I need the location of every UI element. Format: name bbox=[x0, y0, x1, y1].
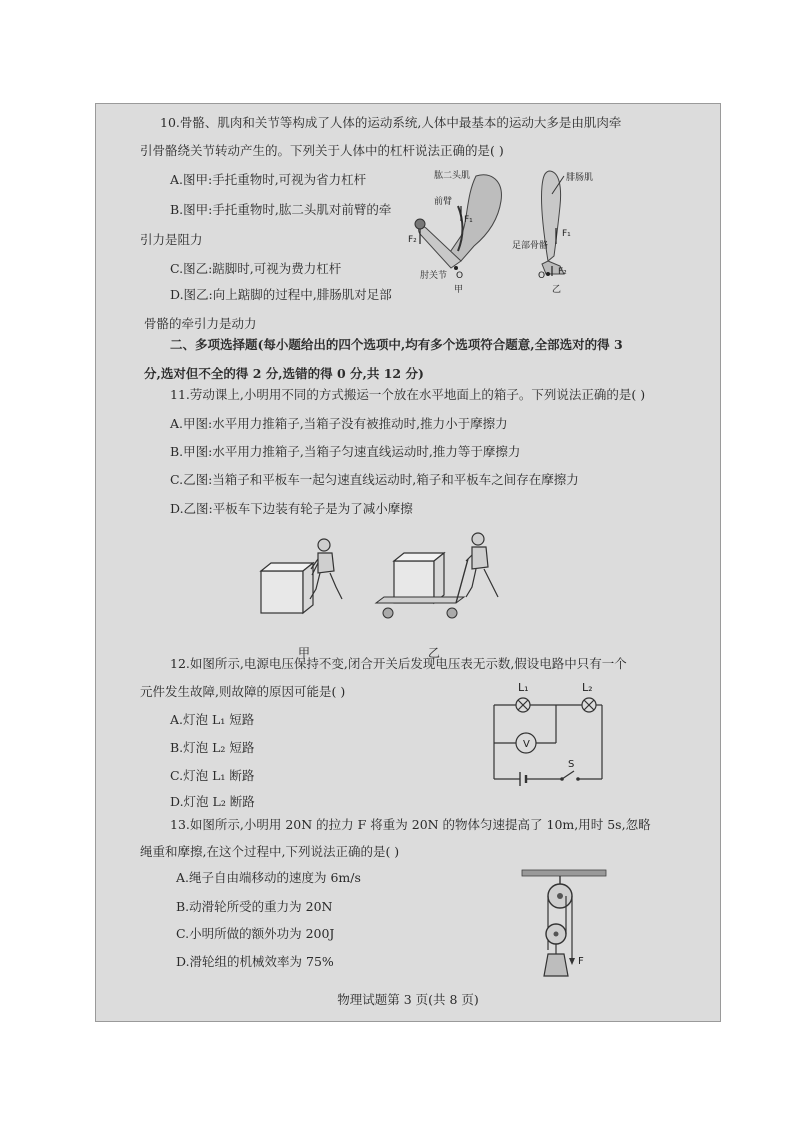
label-gastrocnemius: 腓肠肌 bbox=[566, 173, 594, 183]
q13-option-a: A.绳子自由端移动的速度为 6m/s bbox=[176, 870, 361, 885]
label-o-left: O bbox=[456, 271, 464, 281]
q12-stem-line1: 12.如图所示,电源电压保持不变,闭合开关后发现电压表无示数,假设电路中只有一个 bbox=[170, 656, 627, 671]
label-jia-fig10: 甲 bbox=[454, 285, 464, 295]
exam-page bbox=[95, 103, 721, 1022]
label-f2-right: F₂ bbox=[558, 267, 567, 277]
q11-stem: 11.劳动课上,小明用不同的方式搬运一个放在水平地面上的箱子。下列说法正确的是( ) bbox=[170, 387, 646, 402]
box-push-figure bbox=[256, 529, 516, 634]
q10-stem-line2: 引骨骼绕关节转动产生的。下列关于人体中的杠杆说法正确的是( ) bbox=[140, 143, 504, 158]
page-footer: 物理试题第 3 页(共 8 页) bbox=[337, 992, 479, 1007]
circuit-figure bbox=[492, 679, 607, 784]
q11-caption-jia: 甲 bbox=[298, 646, 311, 660]
q11-caption-yi: 乙 bbox=[428, 646, 441, 660]
q12-option-c: C.灯泡 L₁ 断路 bbox=[170, 768, 255, 783]
q10-option-b-line1: B.图甲:手托重物时,肱二头肌对前臂的牵 bbox=[170, 202, 392, 217]
q10-option-c: C.图乙:踮脚时,可视为费力杠杆 bbox=[170, 261, 342, 276]
q10-stem-line1: 10.骨骼、肌肉和关节等构成了人体的运动系统,人体中最基本的运动大多是由肌肉牵 bbox=[160, 115, 622, 130]
label-o-right: O bbox=[538, 271, 546, 281]
label-l2: L₂ bbox=[582, 681, 593, 694]
label-yi-fig10: 乙 bbox=[552, 285, 562, 295]
q13-option-c: C.小明所做的额外功为 200J bbox=[176, 926, 335, 941]
label-biceps: 肱二头肌 bbox=[434, 171, 471, 181]
q10-option-a: A.图甲:手托重物时,可视为省力杠杆 bbox=[170, 172, 367, 187]
label-forearm: 前臂 bbox=[434, 197, 453, 207]
arm-lever-figure bbox=[406, 166, 516, 294]
q13-stem-line2: 绳重和摩擦,在这个过程中,下列说法正确的是( ) bbox=[140, 844, 400, 859]
q13-stem-line1: 13.如图所示,小明用 20N 的拉力 F 将重为 20N 的物体匀速提高了 10m,用时 5s,忽略 bbox=[170, 817, 651, 832]
section2-heading-line2: 分,选对但不全的得 2 分,选错的得 0 分,共 12 分) bbox=[144, 366, 424, 381]
pulley-figure bbox=[520, 868, 610, 984]
q12-stem-line2: 元件发生故障,则故障的原因可能是( ) bbox=[140, 684, 346, 699]
q10-option-b-line2: 引力是阻力 bbox=[140, 232, 203, 247]
label-force-f: F bbox=[578, 956, 584, 967]
q12-option-a: A.灯泡 L₁ 短路 bbox=[170, 712, 255, 727]
q12-option-b: B.灯泡 L₂ 短路 bbox=[170, 740, 255, 755]
label-f1-left: F₁ bbox=[464, 215, 473, 225]
label-f2-left: F₂ bbox=[408, 235, 417, 245]
label-l1: L₁ bbox=[518, 681, 529, 694]
q11-option-c: C.乙图:当箱子和平板车一起匀速直线运动时,箱子和平板车之间存在摩擦力 bbox=[170, 472, 579, 487]
q11-option-d: D.乙图:平板车下边装有轮子是为了减小摩擦 bbox=[170, 501, 413, 516]
foot-lever-figure bbox=[512, 166, 614, 295]
q12-option-d: D.灯泡 L₂ 断路 bbox=[170, 794, 255, 809]
label-voltmeter: V bbox=[523, 739, 530, 750]
section2-heading-line1: 二、多项选择题(每小题给出的四个选项中,均有多个选项符合题意,全部选对的得 3 bbox=[170, 337, 623, 352]
q13-option-b: B.动滑轮所受的重力为 20N bbox=[176, 899, 333, 914]
q13-option-d: D.滑轮组的机械效率为 75% bbox=[176, 954, 334, 969]
cart-yi bbox=[376, 553, 468, 618]
q10-option-d-line1: D.图乙:向上踮脚的过程中,腓肠肌对足部 bbox=[170, 287, 392, 302]
boy-pushing-jia bbox=[310, 539, 342, 599]
q11-option-b: B.甲图:水平用力推箱子,当箱子匀速直线运动时,推力等于摩擦力 bbox=[170, 444, 521, 459]
label-elbow: 肘关节 bbox=[420, 271, 448, 281]
q11-option-a: A.甲图:水平用力推箱子,当箱子没有被推动时,推力小于摩擦力 bbox=[170, 416, 508, 431]
label-f1-right: F₁ bbox=[562, 229, 571, 239]
box-jia bbox=[261, 563, 313, 613]
label-switch: S bbox=[568, 759, 575, 770]
label-foot-bone: 足部骨骼 bbox=[512, 241, 549, 251]
boy-pushing-yi bbox=[466, 533, 498, 597]
q10-option-d-line2: 骨骼的牵引力是动力 bbox=[144, 316, 257, 331]
